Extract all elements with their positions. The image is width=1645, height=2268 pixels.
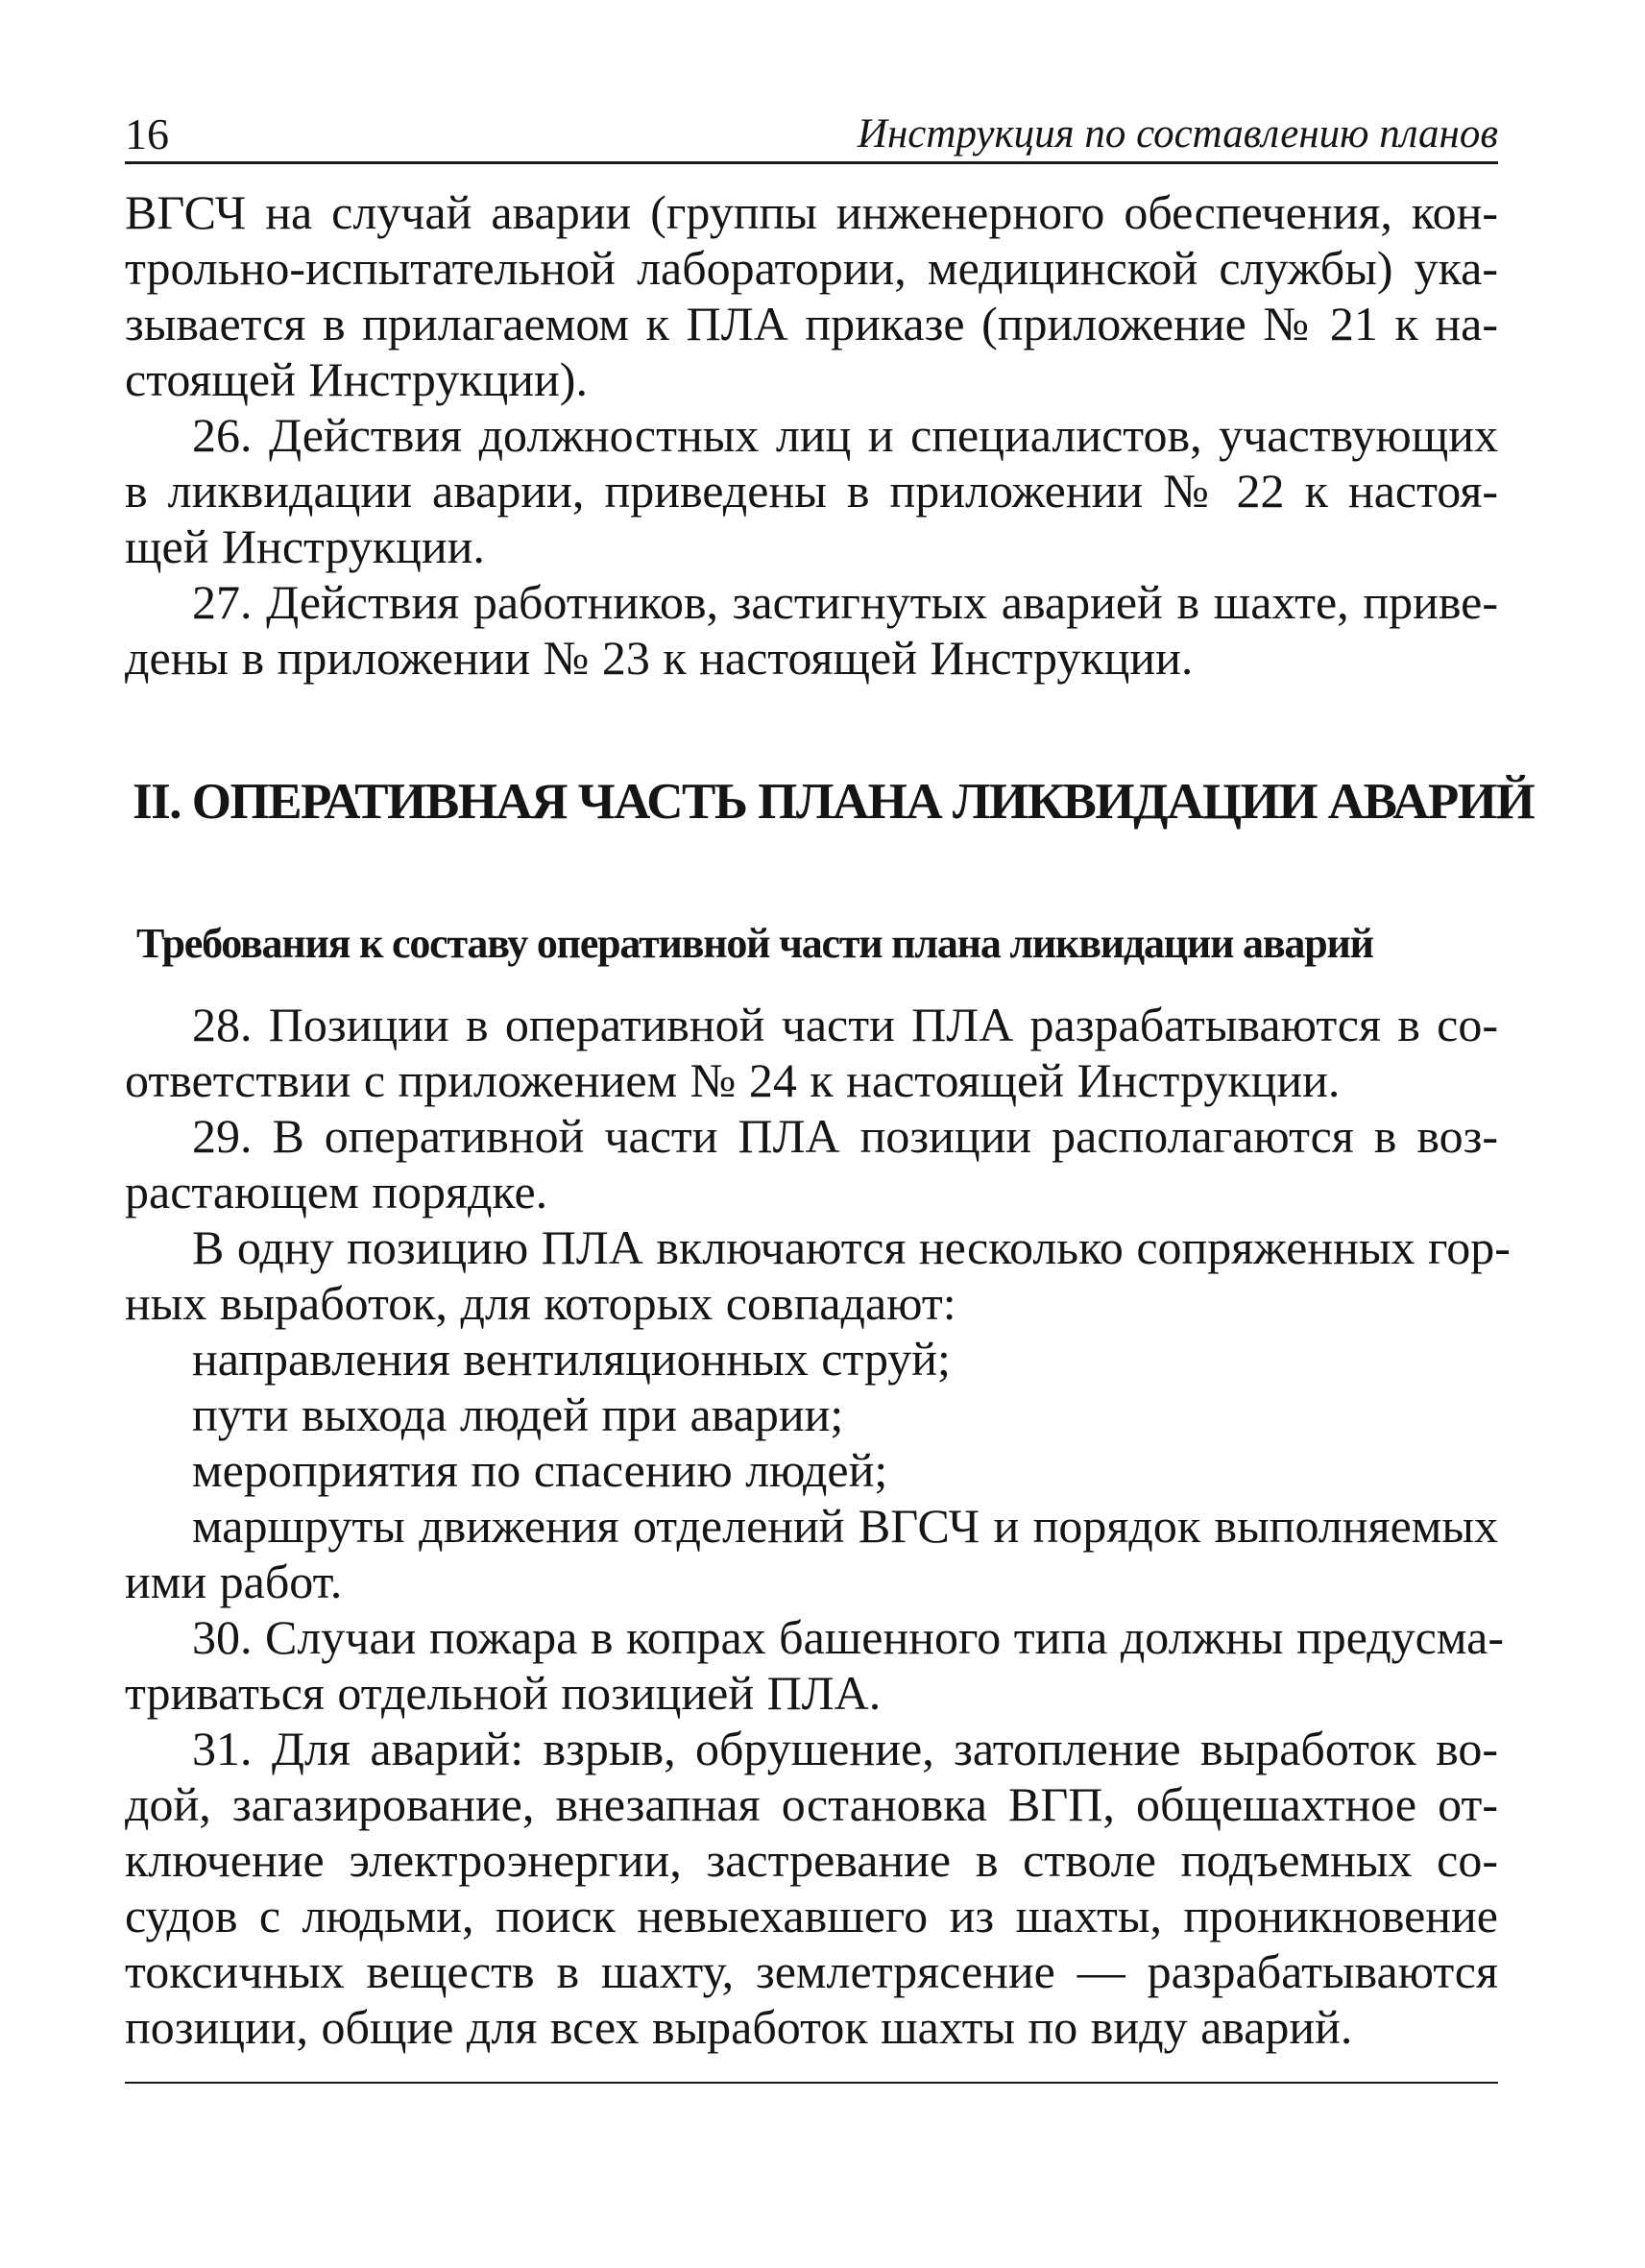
main-text	[125, 997, 1511, 2055]
paragraph-31-line: 31. Для аварий: взрыв, обрушение, затопление выработок во-	[192, 1722, 1498, 1775]
footer-rule	[125, 2082, 1498, 2084]
paragraph-line: В одну позицию ПЛА включаются несколько сопряженных гор-	[192, 1220, 1511, 1274]
text-line: в ликвидации аварии, приведены в приложении № 22 к настоя-	[125, 464, 1498, 518]
list-item: мероприятия по спасению людей;	[192, 1443, 888, 1497]
header-rule	[125, 161, 1498, 164]
section-heading: II. ОПЕРАТИВНАЯ ЧАСТЬ ПЛАНА ЛИКВИДАЦИИ АВАРИЙ	[133, 774, 1535, 830]
text-line: щей Инструкции.	[125, 519, 485, 573]
running-header	[125, 108, 1498, 161]
paragraph-26-line: 26. Действия должностных лиц и специалистов, участвующих	[192, 408, 1498, 462]
page-number: 16	[125, 109, 169, 158]
text-line: зывается в прилагаемом к ПЛА приказе (приложение № 21 к на-	[125, 297, 1498, 350]
text-line: дены в приложении № 23 к настоящей Инструкции.	[125, 631, 1194, 685]
text-line: судов с людьми, поиск невыехавшего из шахты, проникновение	[125, 1889, 1498, 1942]
text-line: дой, загазирование, внезапная остановка ВГП, общешахтное от-	[125, 1777, 1498, 1831]
text-line: ных выработок, для которых совпадают:	[125, 1276, 956, 1330]
text-line: ими работ.	[125, 1555, 343, 1608]
text-line: токсичных веществ в шахту, землетрясение — разрабатываются	[125, 1944, 1498, 1998]
list-item: пути выхода людей при аварии;	[192, 1387, 844, 1441]
text-line: ответствии с приложением № 24 к настоящей Инструкции.	[125, 1053, 1341, 1107]
text-line: позиции, общие для всех выработок шахты по виду аварий.	[125, 2000, 1353, 2054]
paragraph-30-line: 30. Случаи пожара в копрах башенного типа должны предусма-	[192, 1610, 1505, 1664]
text-line: ключение электроэнергии, застревание в стволе подъемных со-	[125, 1833, 1498, 1887]
paragraph-29-line: 29. В оперативной части ПЛА позиции располагаются в воз-	[192, 1109, 1498, 1163]
list-item: маршруты движения отделений ВГСЧ и порядок выполняемых	[192, 1499, 1498, 1553]
intro-text	[125, 184, 1498, 686]
sub-heading: Требования к составу оперативной части плана ликвидации аварий	[136, 920, 1373, 967]
running-title: Инструкция по составлению планов	[857, 111, 1498, 157]
list-item: направления вентиляционных струй;	[192, 1332, 951, 1386]
text-line: стоящей Инструкции).	[125, 352, 588, 406]
text-line: триваться отдельной позицией ПЛА.	[125, 1666, 882, 1720]
paragraph-28-line: 28. Позиции в оперативной части ПЛА разрабатываются в со-	[192, 998, 1498, 1051]
paragraph-27-line: 27. Действия работников, застигнутых аварией в шахте, приве-	[192, 575, 1498, 629]
text-line: растающем порядке.	[125, 1165, 548, 1218]
text-line: трольно-испытательной лаборатории, медицинской службы) ука-	[125, 241, 1498, 295]
text-line: ВГСЧ на случай аварии (группы инженерного обеспечения, кон-	[125, 185, 1498, 239]
